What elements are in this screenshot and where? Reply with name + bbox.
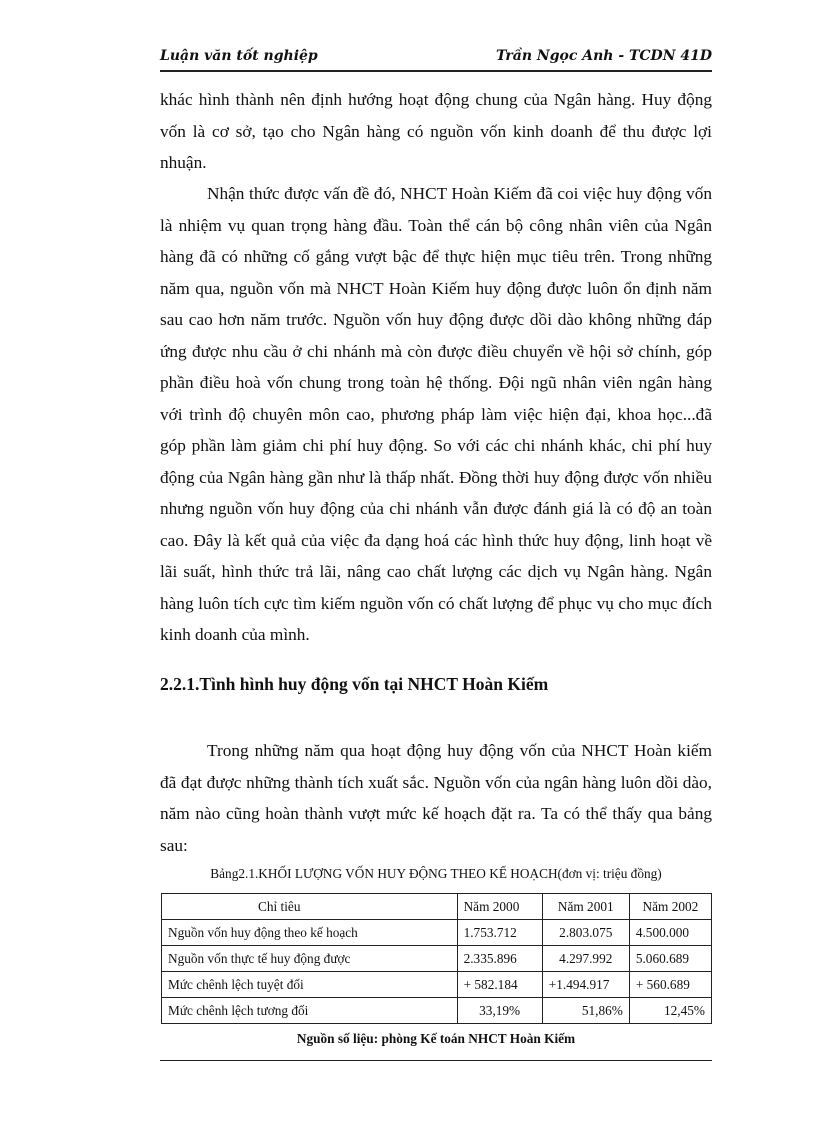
section-heading: 2.2.1.Tình hình huy động vốn tại NHCT Hoàn Kiếm	[160, 674, 549, 694]
table-header-cell: Năm 2000	[457, 894, 542, 920]
table-header-row	[162, 894, 712, 920]
table-cell-label: Mức chênh lệch tương đối	[162, 998, 458, 1024]
paragraph-intro: khác hình thành nên định hướng hoạt động chung của Ngân hàng. Huy động vốn là cơ sở, tạo cho Ngân hàng có nguồn vốn kinh doanh để thu được lợi nhuận.	[160, 90, 712, 172]
table-cell-label: Nguồn vốn thực tế huy động được	[162, 946, 458, 972]
table-cell: 5.060.689	[629, 946, 711, 972]
table-row	[162, 998, 712, 1024]
capital-mobilization-table	[161, 893, 712, 1024]
table-cell: + 560.689	[629, 972, 711, 998]
table-cell: 4.297.992	[542, 946, 629, 972]
table-header-cell: Năm 2002	[629, 894, 711, 920]
table-row	[162, 946, 712, 972]
table-cell: 2.335.896	[457, 946, 542, 972]
table-cell: 12,45%	[629, 998, 711, 1024]
table-cell: 2.803.075	[542, 920, 629, 946]
table-cell: 1.753.712	[457, 920, 542, 946]
table-cell: 51,86%	[542, 998, 629, 1024]
table-row	[162, 920, 712, 946]
table-caption: Bảng2.1.KHỐI LƯỢNG VỐN HUY ĐỘNG THEO KẾ HOẠCH(đơn vị: triệu đồng)	[210, 866, 662, 881]
table-cell: + 582.184	[457, 972, 542, 998]
table-row	[162, 972, 712, 998]
table-source: Nguồn số liệu: phòng Kế toán NHCT Hoàn Kiếm	[296, 1031, 576, 1046]
footer-divider	[160, 1060, 712, 1061]
page-header	[160, 44, 712, 72]
table-header-cell: Chỉ tiêu	[162, 894, 458, 920]
paragraph-results: Trong những năm qua hoạt động huy động vốn của NHCT Hoàn kiếm đã đạt được những thành tích xuất sắc. Nguồn vốn của ngân hàng luôn dồi dào, năm nào cũng hoàn thành vượt mức kế hoạch đặt ra. Ta có thể thấy qua bảng sau:	[160, 741, 712, 855]
table-cell-label: Mức chênh lệch tuyệt đối	[162, 972, 458, 998]
table-cell-label: Nguồn vốn huy động theo kế hoạch	[162, 920, 458, 946]
table-header-cell: Năm 2001	[542, 894, 629, 920]
table-cell: 4.500.000	[629, 920, 711, 946]
header-thesis-label: Luận văn tốt nghiệp	[160, 48, 318, 64]
table-cell: 33,19%	[457, 998, 542, 1024]
table-cell: +1.494.917	[542, 972, 629, 998]
paragraph-awareness: Nhận thức được vấn đề đó, NHCT Hoàn Kiếm đã coi việc huy động vốn là nhiệm vụ quan trọng hàng đầu. Toàn thể cán bộ công nhân viên của Ngân hàng đã có những cố gắng vượt bậc để thực hiện mục tiêu trên. Trong những năm qua, nguồn vốn mà NHCT Hoàn Kiếm huy động được luôn ổn định năm sau cao hơn năm trước. Nguồn vốn huy động được dồi dào không những đáp ứng được nhu cầu ở chi nhánh mà còn được điều chuyển về hội sở chính, góp phần điều hoà vốn chung trong toàn hệ thống. Đội ngũ nhân viên ngân hàng với trình độ chuyên môn cao, phương pháp làm việc hiện đại, khoa học...đã góp phần làm giảm chi phí huy động. So với các chi nhánh khác, chi phí huy động của Ngân hàng gần như là thấp nhất. Đồng thời huy động được vốn nhiều nhưng nguồn vốn huy động của chi nhánh vẫn được đánh giá là có độ an toàn cao. Đây là kết quả của việc đa dạng hoá các hình thức huy động, linh hoạt về lãi suất, hình thức trả lãi, nâng cao chất lượng các dịch vụ Ngân hàng. Ngân hàng luôn tích cực tìm kiếm nguồn vốn có chất lượng để phục vụ cho mục đích kinh doanh của mình.	[160, 184, 712, 644]
header-author: Trần Ngọc Anh - TCDN 41D	[496, 48, 712, 64]
